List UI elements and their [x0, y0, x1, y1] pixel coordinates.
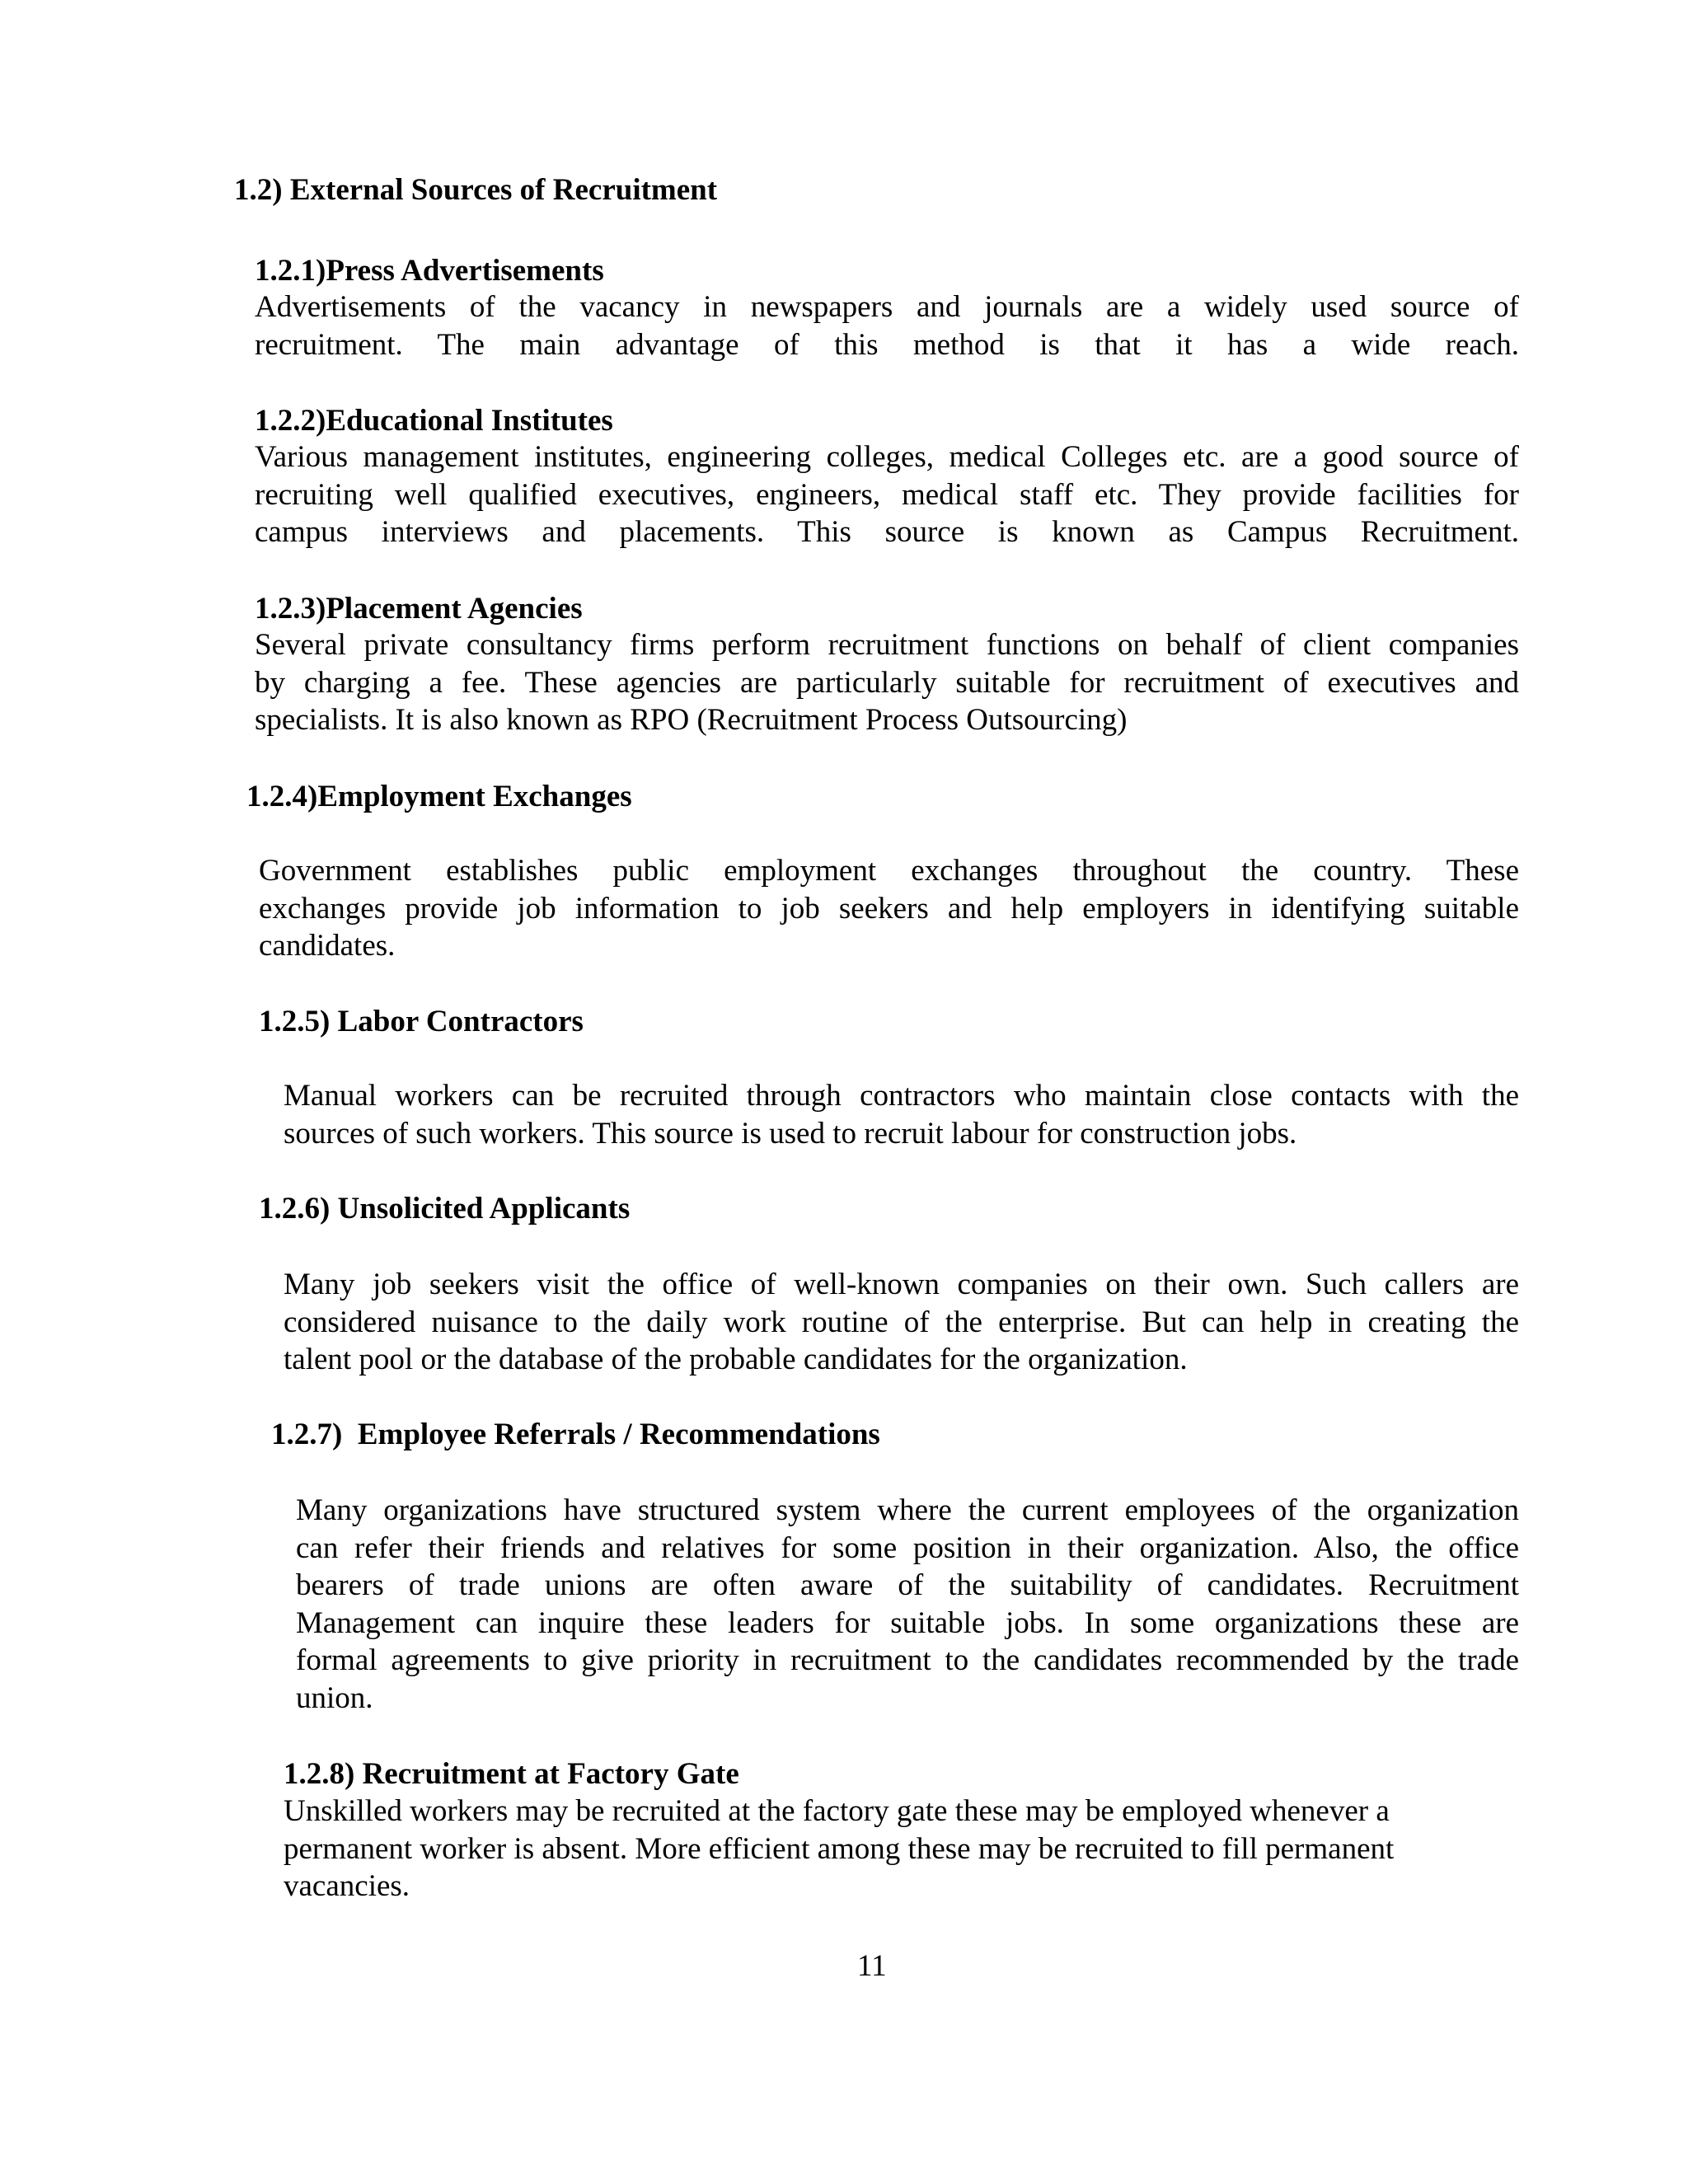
- subsection-heading-labor-contractors: 1.2.5) Labor Contractors: [259, 1005, 584, 1038]
- paragraph-recruitment-at-factory-gate: [284, 1793, 1520, 1905]
- text-line: Unskilled workers may be recruited at the factory gate these may be employed whenever a: [284, 1794, 1390, 1828]
- text-line: Many organizations have structured system where the current employees of the organization: [296, 1493, 1519, 1527]
- page-number: 11: [857, 1949, 887, 1983]
- text-line: union.: [296, 1680, 373, 1715]
- paragraph-placement-agencies: [255, 626, 1519, 739]
- subsection-heading-employment-exchanges: 1.2.4)Employment Exchanges: [246, 780, 632, 813]
- subsection-heading-recruitment-at-factory-gate: 1.2.8) Recruitment at Factory Gate: [284, 1757, 739, 1791]
- section-title: 1.2) External Sources of Recruitment: [234, 173, 718, 207]
- text-line: candidates.: [259, 929, 396, 963]
- text-line: Management can inquire these leaders for suitable jobs. In some organizations these are: [296, 1605, 1519, 1640]
- text-line: considered nuisance to the daily work routine of the enterprise. But can help in creating the: [284, 1305, 1519, 1339]
- text-line: by charging a fee. These agencies are particularly suitable for recruitment of executives and: [255, 665, 1519, 700]
- text-line: recruiting well qualified executives, engineers, medical staff etc. They provide facilities for: [255, 477, 1519, 512]
- paragraph-labor-contractors: [284, 1077, 1519, 1152]
- text-line: recruitment. The main advantage of this method is that it has a wide reach.: [255, 327, 1519, 362]
- text-line: talent pool or the database of the probable candidates for the organization.: [284, 1343, 1188, 1376]
- text-line: exchanges provide job information to job seekers and help employers in identifying suitable: [259, 891, 1519, 926]
- text-line: Various management institutes, engineering colleges, medical Colleges etc. are a good source of: [255, 440, 1519, 474]
- text-line: Several private consultancy firms perform recruitment functions on behalf of client companies: [255, 628, 1519, 662]
- text-line: Advertisements of the vacancy in newspapers and journals are a widely used source of: [255, 290, 1519, 324]
- text-line: sources of such workers. This source is used to recruit labour for construction jobs.: [284, 1116, 1297, 1151]
- text-line: specialists. It is also known as RPO (Recruitment Process Outsourcing): [255, 703, 1128, 737]
- text-line: Government establishes public employment exchanges throughout the country. These: [259, 854, 1519, 888]
- subsection-heading-press-advertisements: 1.2.1)Press Advertisements: [255, 254, 604, 288]
- text-line: bearers of trade unions are often aware of the suitability of candidates. Recruitment: [296, 1568, 1519, 1602]
- paragraph-employment-exchanges: [259, 852, 1519, 965]
- paragraph-press-advertisements: [255, 288, 1519, 363]
- text-line: formal agreements to give priority in recruitment to the candidates recommended by the trade: [296, 1643, 1519, 1677]
- text-line: Many job seekers visit the office of well-known companies on their own. Such callers are: [284, 1268, 1519, 1301]
- paragraph-unsolicited-applicants: [284, 1266, 1519, 1379]
- text-line: campus interviews and placements. This source is known as Campus Recruitment.: [255, 515, 1519, 549]
- subsection-heading-educational-institutes: 1.2.2)Educational Institutes: [255, 404, 613, 438]
- subsection-heading-employee-referrals: 1.2.7) Employee Referrals / Recommendations: [271, 1418, 880, 1451]
- text-line: Manual workers can be recruited through contractors who maintain close contacts with the: [284, 1079, 1519, 1113]
- text-line: vacancies.: [284, 1869, 410, 1903]
- paragraph-educational-institutes: [255, 438, 1519, 551]
- subsection-heading-unsolicited-applicants: 1.2.6) Unsolicited Applicants: [259, 1192, 631, 1226]
- text-line: permanent worker is absent. More efficient among these may be recruited to fill permanent: [284, 1831, 1395, 1866]
- text-line: can refer their friends and relatives for some position in their organization. Also, the office: [296, 1530, 1519, 1565]
- paragraph-employee-referrals: [296, 1492, 1519, 1717]
- subsection-heading-placement-agencies: 1.2.3)Placement Agencies: [255, 592, 583, 626]
